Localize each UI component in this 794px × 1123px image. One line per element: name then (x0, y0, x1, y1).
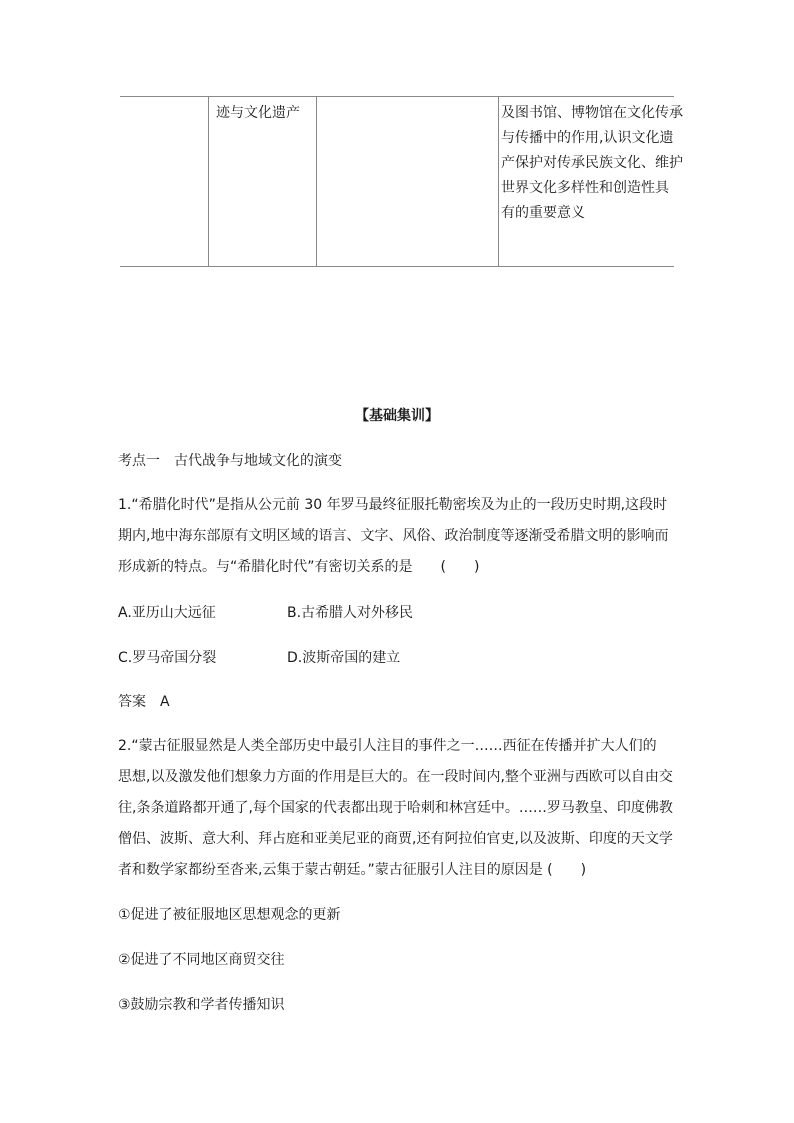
table-cell-line: 与传播中的作用,认识文化遗 (501, 130, 674, 146)
q1-option-a: A.亚历山大远征 (118, 605, 216, 621)
q2-line: 者和数学家都纷至沓来,云集于蒙古朝廷。”蒙古征服引人注目的原因是 ( ) (118, 862, 587, 878)
table-divider (498, 97, 499, 266)
table-cell-line: 及图书馆、博物馆在文化传承 (501, 105, 683, 121)
q2-line: 2.“蒙古征服显然是人类全部历史中最引人注目的事件之一……西征在传播并扩大人们的 (118, 738, 657, 754)
table-cell-line: 世界文化多样性和创造性具 (501, 180, 669, 196)
q1-line: 1.“希腊化时代”是指从公元前 30 年罗马最终征服托勒密埃及为止的一段历史时期,这段时 (118, 497, 668, 513)
topic-heading: 考点一 古代战争与地域文化的演变 (118, 453, 342, 469)
q1-answer: 答案 A (118, 694, 170, 710)
q2-item: ②促进了不同地区商贸交往 (118, 952, 285, 968)
table-divider (316, 97, 317, 266)
section-title: 【基础集训】 (355, 408, 439, 424)
q1-line: 期内,地中海东部原有文明区域的语言、文字、风俗、政治制度等逐渐受希腊文明的影响而 (118, 528, 669, 544)
q2-line: 思想,以及激发他们想象力方面的作用是巨大的。在一段时间内,整个亚洲与西欧可以自由交 (118, 769, 673, 785)
q2-item: ③鼓励宗教和学者传播知识 (118, 997, 285, 1013)
q2-line: 僧侣、波斯、意大利、拜占庭和亚美尼亚的商贾,还有阿拉伯官吏,以及波斯、印度的天文学 (118, 831, 673, 847)
q2-line: 往,条条道路都开通了,每个国家的代表都出现于哈刺和林宫廷中。……罗马教皇、印度佛教 (118, 800, 673, 816)
table-cell-line: 有的重要意义 (501, 205, 585, 221)
table-cell-requirement (501, 101, 683, 226)
q1-option-b: B.古希腊人对外移民 (287, 605, 414, 621)
table-fragment (120, 96, 683, 267)
table-divider (208, 97, 209, 266)
q1-line: 形成新的特点。与“希腊化时代”有密切关系的是 ( ) (118, 559, 480, 575)
q1-option-d: D.波斯帝国的建立 (287, 650, 401, 666)
table-cell-line: 产保护对传承民族文化、维护 (501, 155, 683, 171)
q1-option-c: C.罗马帝国分裂 (118, 650, 217, 666)
table-cell-topic: 迹与文化遗产 (216, 105, 300, 121)
q2-item: ①促进了被征服地区思想观念的更新 (118, 907, 341, 923)
